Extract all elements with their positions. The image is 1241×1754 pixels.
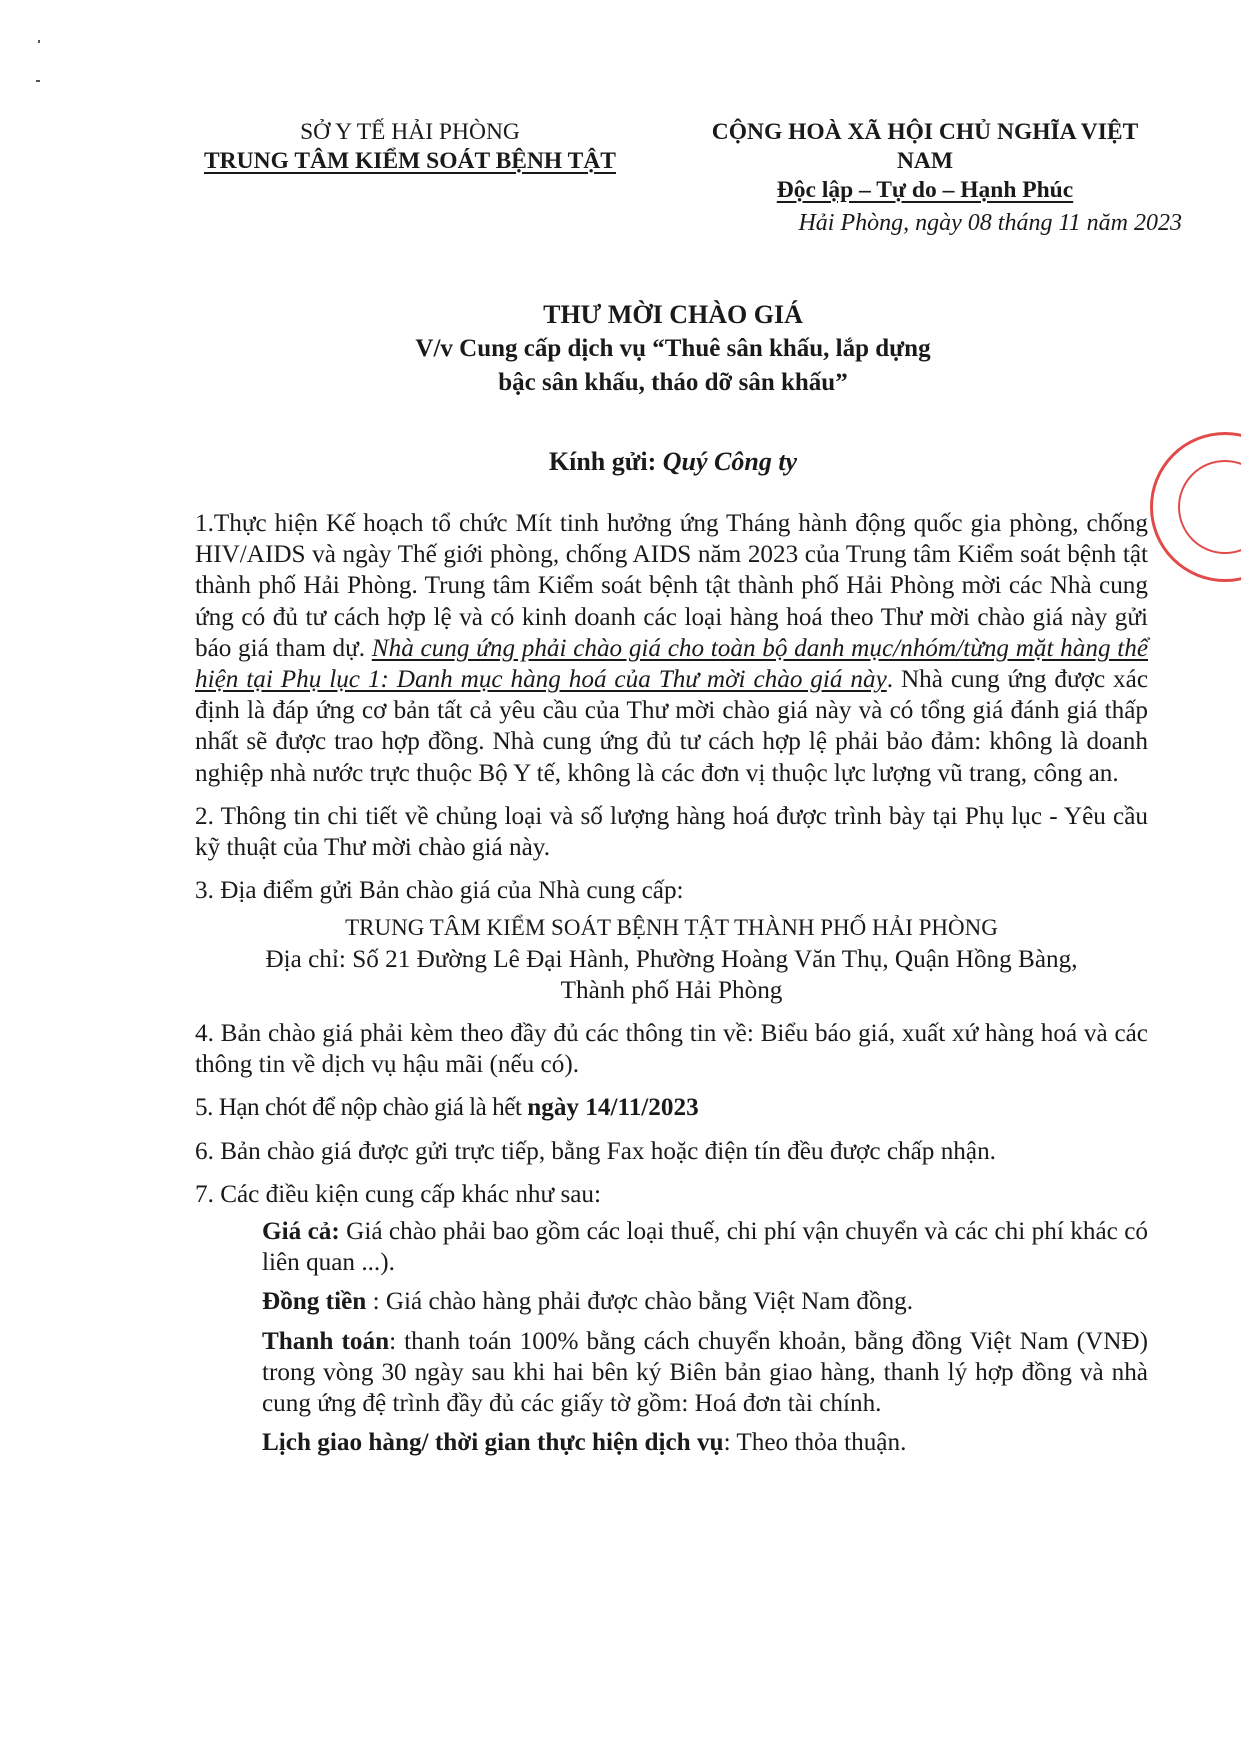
country-name: CỘNG HOÀ XÃ HỘI CHỦ NGHĨA VIỆT NAM — [711, 119, 1139, 174]
greeting-label: Kính gửi: — [548, 447, 657, 476]
section-4: 4. Bản chào giá phải kèm theo đầy đủ các thông tin về: Biểu báo giá, xuất xứ hàng hoá và các thông tin về dịch vụ hậu mãi (nếu có). — [195, 1020, 1148, 1079]
section-3-intro: 3. Địa điểm gửi Bản chào giá của Nhà cung cấp: — [195, 877, 684, 905]
condition-price: Giá cả: Giá chào phải bao gồm các loại thuế, chi phí vận chuyển và các chi phí khác có liên quan ...). — [262, 1218, 1148, 1277]
section-3-address-line2: Thành phố Hải Phòng — [560, 976, 783, 1004]
condition-payment: Thanh toán: thanh toán 100% bằng cách chuyển khoản, bằng đồng Việt Nam (VNĐ) trong vòng 30 ngày sau khi hai bên ký Biên bản giao hàng, thanh lý hợp đồng và nhà cung ứng đệ trình đầy đủ các giấy tờ gồm: Hoá đơn tài chính. — [262, 1327, 1148, 1418]
title-subject-line1: V/v Cung cấp dịch vụ “Thuê sân khấu, lắp dựng — [415, 335, 931, 362]
scan-mark — [38, 40, 40, 43]
greeting-recipient: Quý Công ty — [662, 447, 798, 476]
title-main: THƯ MỜI CHÀO GIÁ — [543, 300, 803, 329]
condition-delivery: Lịch giao hàng/ thời gian thực hiện dịch vụ: Theo thỏa thuận. — [262, 1429, 907, 1457]
section-1-emphasis: Nhà cung ứng phải chào giá cho toàn bộ danh mục/nhóm/từng mặt hàng thể hiện tại Phụ lục 1: Danh mục hàng hoá của Thư mời chào giá này — [195, 634, 1148, 694]
section-3-address-line1: Địa chỉ: Số 21 Đường Lê Đại Hành, Phường Hoàng Văn Thụ, Quận Hồng Bàng, — [265, 945, 1078, 973]
document-title — [195, 298, 1151, 400]
national-motto: Độc lập – Tự do – Hạnh Phúc — [776, 177, 1074, 203]
deadline: ngày 14/11/2023 — [527, 1094, 699, 1122]
greeting — [195, 447, 1151, 477]
condition-currency: Đồng tiền : Giá chào hàng phải được chào bằng Việt Nam đồng. — [262, 1288, 914, 1316]
title-subject-line2: bậc sân khấu, tháo dỡ sân khấu” — [498, 369, 848, 396]
agency-parent: SỞ Y TẾ HẢI PHÒNG — [300, 119, 520, 145]
section-6: 6. Bản chào giá được gửi trực tiếp, bằng Fax hoặc điện tín đều được chấp nhận. — [195, 1137, 996, 1165]
section-2: 2. Thông tin chi tiết về chủng loại và số lượng hàng hoá được trình bày tại Phụ lục - Yêu cầu kỹ thuật của Thư mời chào giá này. — [195, 802, 1148, 862]
document-body — [195, 508, 1148, 1466]
issuing-agency — [195, 118, 625, 176]
document-date: Hải Phòng, ngày 08 tháng 11 năm 2023 — [798, 210, 1182, 236]
agency-name: TRUNG TÂM KIỂM SOÁT BỆNH TẬT — [204, 148, 616, 174]
section-3-org: TRUNG TÂM KIỂM SOÁT BỆNH TẬT THÀNH PHỐ HẢI PHÒNG — [345, 915, 998, 941]
section-5: 5. Hạn chót để nộp chào giá là hết ngày 14/11/2023 — [195, 1094, 699, 1122]
national-title — [690, 118, 1160, 205]
scan-mark — [36, 80, 40, 82]
section-1: 1.Thực hiện Kế hoạch tổ chức Mít tinh hưởng ứng Tháng hành động quốc gia phòng, chống HIV/AIDS và ngày Thế giới phòng, chống AIDS năm 2023 của Trung tâm Kiểm soát bệnh tật thành phố Hải Phòng. Trung tâm Kiểm soát bệnh tật thành phố Hải Phòng mời các Nhà cung ứng có đủ tư cách hợp lệ và có kinh doanh các loại hàng hoá theo Thư mời chào giá này gửi báo giá tham dự. Nhà cung ứng phải chào giá cho toàn bộ danh mục/nhóm/từng mặt hàng thể hiện tại Phụ lục 1: Danh mục hàng hoá của Thư mời chào giá này. Nhà cung ứng được xác định là đáp ứng cơ bản tất cả yêu cầu của Thư mời chào giá này và có tổng giá đánh giá thấp nhất sẽ được trao hợp đồng. Nhà cung ứng đủ tư cách hợp lệ phải bảo đảm: không là doanh nghiệp nhà nước trực thuộc Bộ Y tế, không là các đơn vị thuộc lực lượng vũ trang, công an. — [195, 510, 1148, 787]
section-7-intro: 7. Các điều kiện cung cấp khác như sau: — [195, 1180, 602, 1208]
